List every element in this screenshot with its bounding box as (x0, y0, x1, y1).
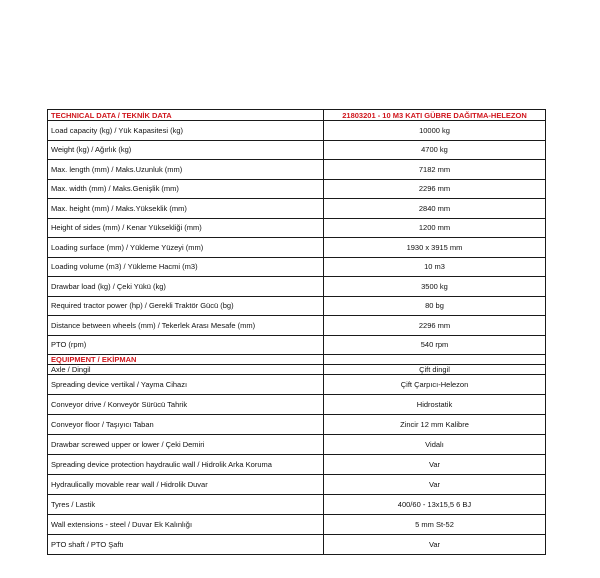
row-label: Loading surface (mm) / Yükleme Yüzeyi (mm) (48, 238, 324, 258)
row-value: 4700 kg (324, 140, 546, 160)
table-row (48, 415, 546, 435)
row-value: 540 rpm (324, 335, 546, 355)
table-row (48, 316, 546, 336)
row-label: Spreading device vertikal / Yayma Cihazı (48, 375, 324, 395)
row-label: Conveyor drive / Konveyör Sürücü Tahrik (48, 395, 324, 415)
table-row (48, 121, 546, 141)
row-label: PTO (rpm) (48, 335, 324, 355)
row-label: Spreading device protection haydraulic wall / Hidrolik Arka Koruma (48, 455, 324, 475)
table-row (48, 495, 546, 515)
table-row (48, 475, 546, 495)
row-label: Height of sides (mm) / Kenar Yüksekliği (mm) (48, 218, 324, 238)
row-value: Vidalı (324, 435, 546, 455)
table-row (48, 535, 546, 555)
row-label: Required tractor power (hp) / Gerekli Traktör Gücü (bg) (48, 296, 324, 316)
row-label: Max. width (mm) / Maks.Genişlik (mm) (48, 179, 324, 199)
row-value: Var (324, 455, 546, 475)
table-row (48, 140, 546, 160)
row-value: 2840 mm (324, 199, 546, 219)
row-value: 1930 x 3915 mm (324, 238, 546, 258)
row-label: Drawbar load (kg) / Çeki Yükü (kg) (48, 277, 324, 297)
row-label: Drawbar screwed upper or lower / Çeki Demiri (48, 435, 324, 455)
row-label: Weight (kg) / Ağırlık (kg) (48, 140, 324, 160)
table-row (48, 515, 546, 535)
row-value: Çift Çarpıcı-Helezon (324, 375, 546, 395)
row-value: 10 m3 (324, 257, 546, 277)
row-value: Var (324, 535, 546, 555)
table-row (48, 395, 546, 415)
row-value: 5 mm St-52 (324, 515, 546, 535)
row-label: PTO shaft / PTO Şaftı (48, 535, 324, 555)
table-row (48, 160, 546, 180)
row-label: Wall extensions - steel / Duvar Ek Kalınlığı (48, 515, 324, 535)
table-row (48, 455, 546, 475)
table-row (48, 365, 546, 375)
equipment-heading: EQUIPMENT / EKİPMAN (48, 355, 324, 365)
table-row (48, 199, 546, 219)
row-value: 2296 mm (324, 179, 546, 199)
empty-cell (324, 355, 546, 365)
row-label: Load capacity (kg) / Yük Kapasitesi (kg) (48, 121, 324, 141)
row-label: Loading volume (m3) / Yükleme Hacmi (m3) (48, 257, 324, 277)
table-row (48, 238, 546, 258)
model-heading: 21803201 - 10 M3 KATI GÜBRE DAĞITMA-HELEZON (324, 110, 546, 121)
table-row (48, 435, 546, 455)
row-value: 7182 mm (324, 160, 546, 180)
table-row (48, 375, 546, 395)
equipment-section-row (48, 355, 546, 365)
row-value: 10000 kg (324, 121, 546, 141)
row-value: 400/60 - 13x15,5 6 BJ (324, 495, 546, 515)
table-row (48, 335, 546, 355)
row-value: Hidrostatik (324, 395, 546, 415)
table-row (48, 257, 546, 277)
technical-data-heading: TECHNICAL DATA / TEKNİK DATA (48, 110, 324, 121)
row-label: Hydraulically movable rear wall / Hidrolik Duvar (48, 475, 324, 495)
table-row (48, 179, 546, 199)
table-row (48, 218, 546, 238)
table-row (48, 277, 546, 297)
row-label: Axle / Dingil (48, 365, 324, 375)
row-value: 2296 mm (324, 316, 546, 336)
row-value: Çift dingil (324, 365, 546, 375)
row-value: Var (324, 475, 546, 495)
table-header-row (48, 110, 546, 121)
table-row (48, 296, 546, 316)
technical-data-table (47, 109, 546, 555)
row-value: 80 bg (324, 296, 546, 316)
row-label: Distance between wheels (mm) / Tekerlek Arası Mesafe (mm) (48, 316, 324, 336)
row-value: 3500 kg (324, 277, 546, 297)
row-value: Zincir 12 mm Kalibre (324, 415, 546, 435)
row-value: 1200 mm (324, 218, 546, 238)
row-label: Tyres / Lastik (48, 495, 324, 515)
row-label: Max. length (mm) / Maks.Uzunluk (mm) (48, 160, 324, 180)
row-label: Conveyor floor / Taşıyıcı Taban (48, 415, 324, 435)
row-label: Max. height (mm) / Maks.Yükseklik (mm) (48, 199, 324, 219)
